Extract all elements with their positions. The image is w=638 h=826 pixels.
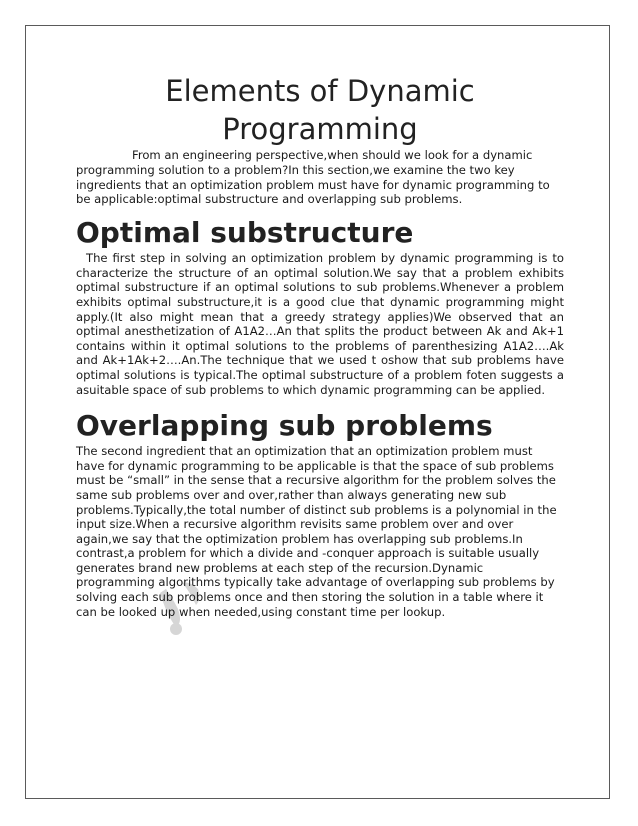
section-body-overlapping-sub-problems: The second ingredient that an optimization that an optimization problem must have for dynamic programming to be applicable is that the space of sub problems must be “small” in the sense that a recursive algorithm for the problem solves the same sub problems over and over,rather than always generating new sub problems.Typically,the total number of distinct sub problems is a polynomial in the input size.When a recursive algorithm revisits same problem over and over again,we say that the optimization problem has overlapping sub problems.In contrast,a problem for which a divide and -conquer approach is suitable usually generates brand new problems at each step of the recursion.Dynamic programming algorithms typically take advantage of overlapping sub problems by solving each sub problems once and then storing the solution in a table where it can be looked up when needed,using constant time per lookup.: [76, 444, 557, 619]
section-body-optimal-substructure: The first step in solving an optimization problem by dynamic programming is to characterize the structure of an optimal solution.We say that a problem exhibits optimal substructure if an optimal solutions to sub problems.Whenever a problem exhibits optimal substructure,it is a good clue that dynamic programming might apply.(It also might mean that a greedy strategy applies)We observed that an optimal anesthetization of A1A2…An that splits the product between Ak and Ak+1 contains within it optimal solutions to the problems of parenthesizing A1A2….Ak and Ak+1Ak+2….An.The technique that we used t oshow that sub problems have optimal solutions is typical.The optimal substructure of a problem foten suggests a asuitable space of sub problems to which dynamic programming can be applied.: [76, 251, 564, 397]
section-heading-overlapping-sub-problems: Overlapping sub problems: [76, 409, 493, 443]
intro-paragraph: From an engineering perspective,when should we look for a dynamic programming solution to a problem?In this section,we examine the two key ingredients that an optimization problem must have for dynamic programming to be applicable:optimal substructure and overlapping sub problems.: [76, 148, 550, 207]
section-heading-optimal-substructure: Optimal substructure: [76, 216, 414, 250]
document-body: [76, 72, 564, 619]
document-title: Elements of Dynamic Programming: [165, 74, 475, 146]
